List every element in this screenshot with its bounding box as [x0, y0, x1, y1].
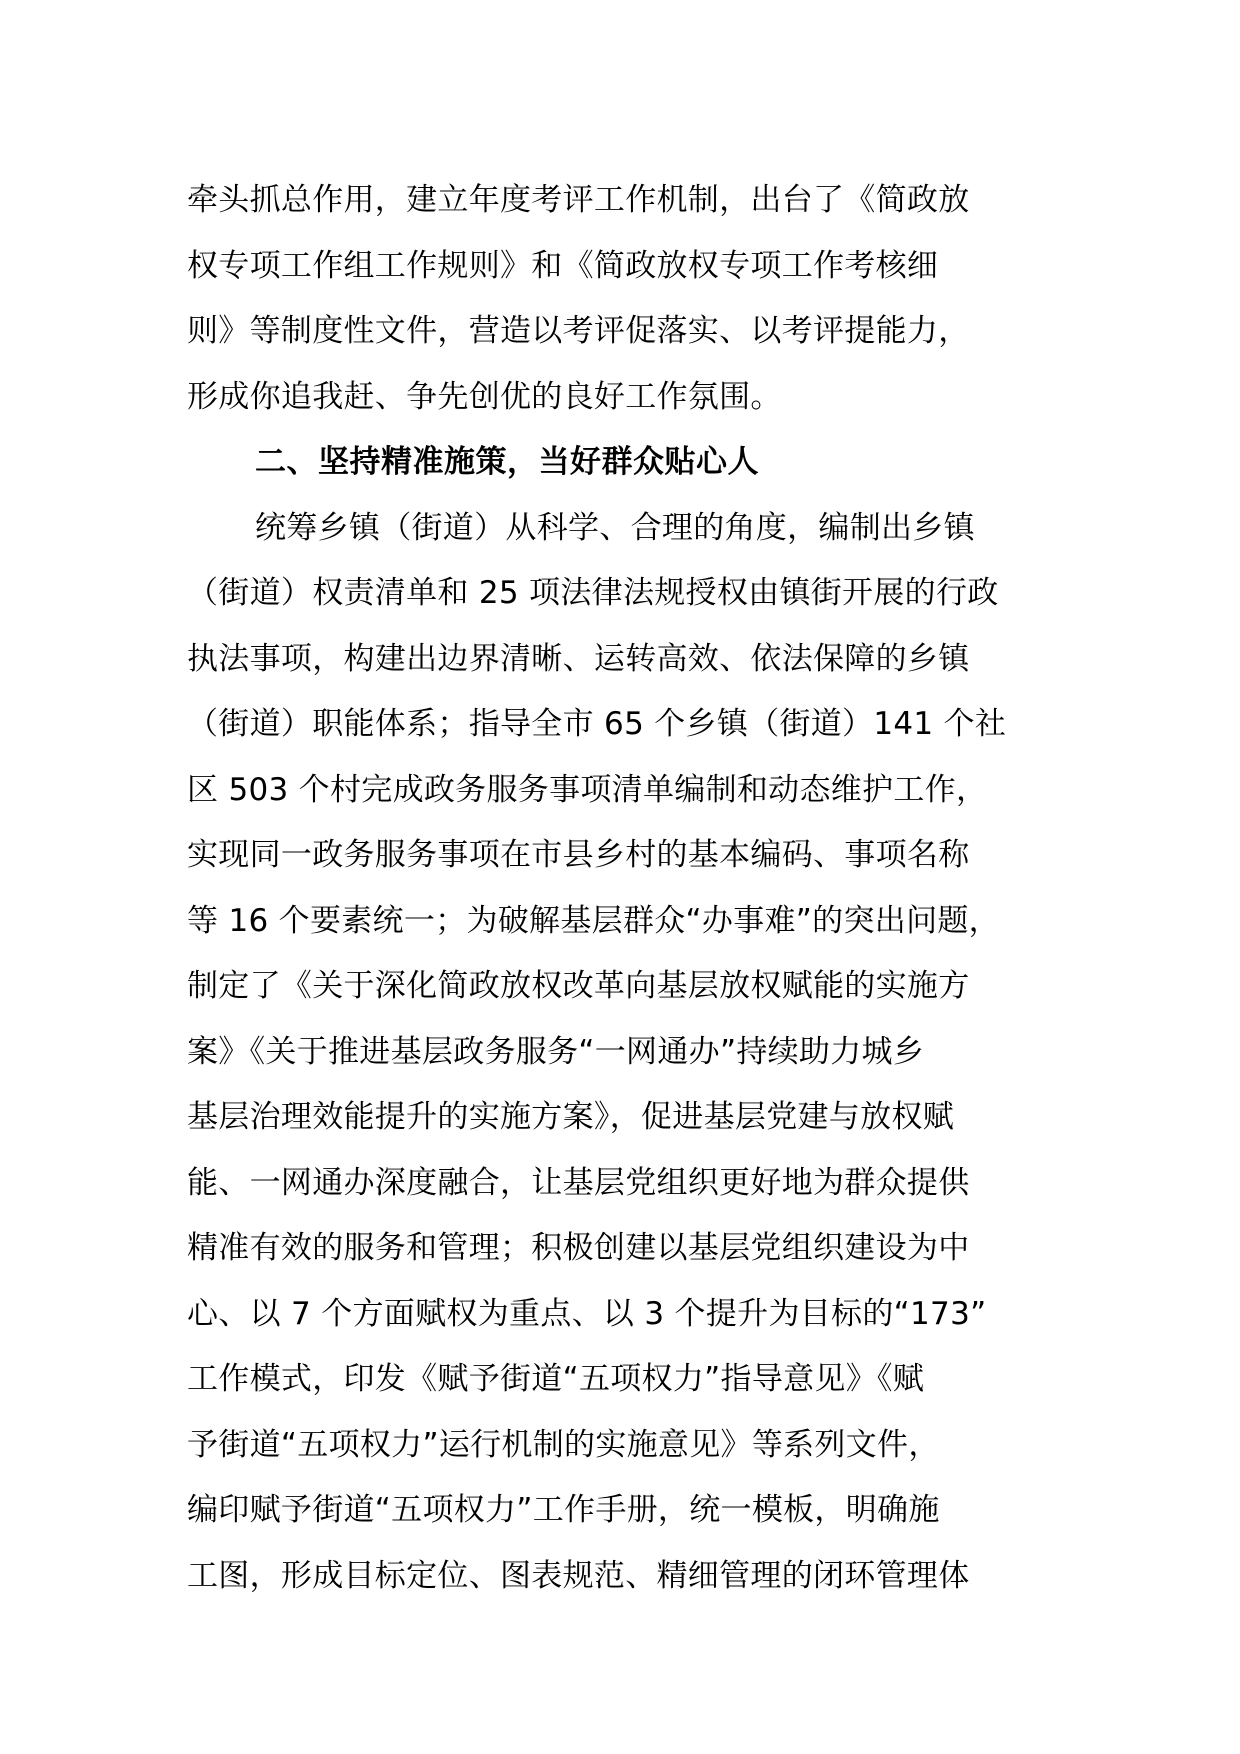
paragraph-line: 予街道“五项权力”运行机制的实施意见》等系列文件，	[187, 1426, 940, 1463]
paragraph-line: 牵头抓总作用，建立年度考评工作机制，出台了《简政放	[187, 182, 970, 218]
paragraph-line: 制定了《关于深化简政放权改革向基层放权赋能的实施方	[187, 968, 970, 1004]
paragraph-line: 权专项工作组工作规则》和《简政放权专项工作考核细	[187, 247, 939, 284]
paragraph-line: 统筹乡镇（街道）从科学、合理的角度，编制出乡镇	[255, 509, 975, 546]
paragraph-line: 能、一网通办深度融合，让基层党组织更好地为群众提供	[187, 1164, 970, 1201]
paragraph-line: 则》等制度性文件，营造以考评促落实、以考评提能力，	[187, 313, 970, 349]
paragraph-line: 执法事项，构建出边界清晰、运转高效、依法保障的乡镇	[187, 640, 970, 677]
document-body	[187, 168, 1087, 1609]
paragraph-line: 基层治理效能提升的实施方案》，促进基层党建与放权赋	[187, 1099, 954, 1135]
paragraph-line: 精准有效的服务和管理；积极创建以基层党组织建设为中	[187, 1230, 970, 1266]
paragraph-line: 工图，形成目标定位、图表规范、精细管理的闭环管理体	[187, 1557, 970, 1594]
paragraph-line: 编印赋予街道“五项权力”工作手册，统一模板，明确施	[187, 1492, 940, 1528]
paragraph-line: 实现同一政务服务事项在市县乡村的基本编码、事项名称	[187, 837, 970, 873]
paragraph-line: 形成你追我赶、争先创优的良好工作氛围。	[187, 378, 782, 415]
paragraph-line: 区 503 个村完成政务服务事项清单编制和动态维护工作，	[187, 771, 988, 808]
paragraph-line: 工作模式，印发《赋予街道“五项权力”指导意见》《赋	[187, 1361, 925, 1397]
paragraph-line: 心、以 7 个方面赋权为重点、以 3 个提升为目标的“173”	[187, 1295, 987, 1332]
paragraph-line: （街道）权责清单和 25 项法律法规授权由镇街开展的行政	[187, 575, 999, 611]
paragraph-line: 等 16 个要素统一；为破解基层群众“办事难”的突出问题，	[187, 902, 1000, 939]
paragraph-line: 案》《关于推进基层政务服务“一网通办”持续助力城乡	[187, 1033, 925, 1070]
section-heading: 二、坚持精准施策，当好群众贴心人	[255, 444, 759, 480]
paragraph-line: （街道）职能体系；指导全市 65 个乡镇（街道）141 个社	[187, 706, 1007, 742]
